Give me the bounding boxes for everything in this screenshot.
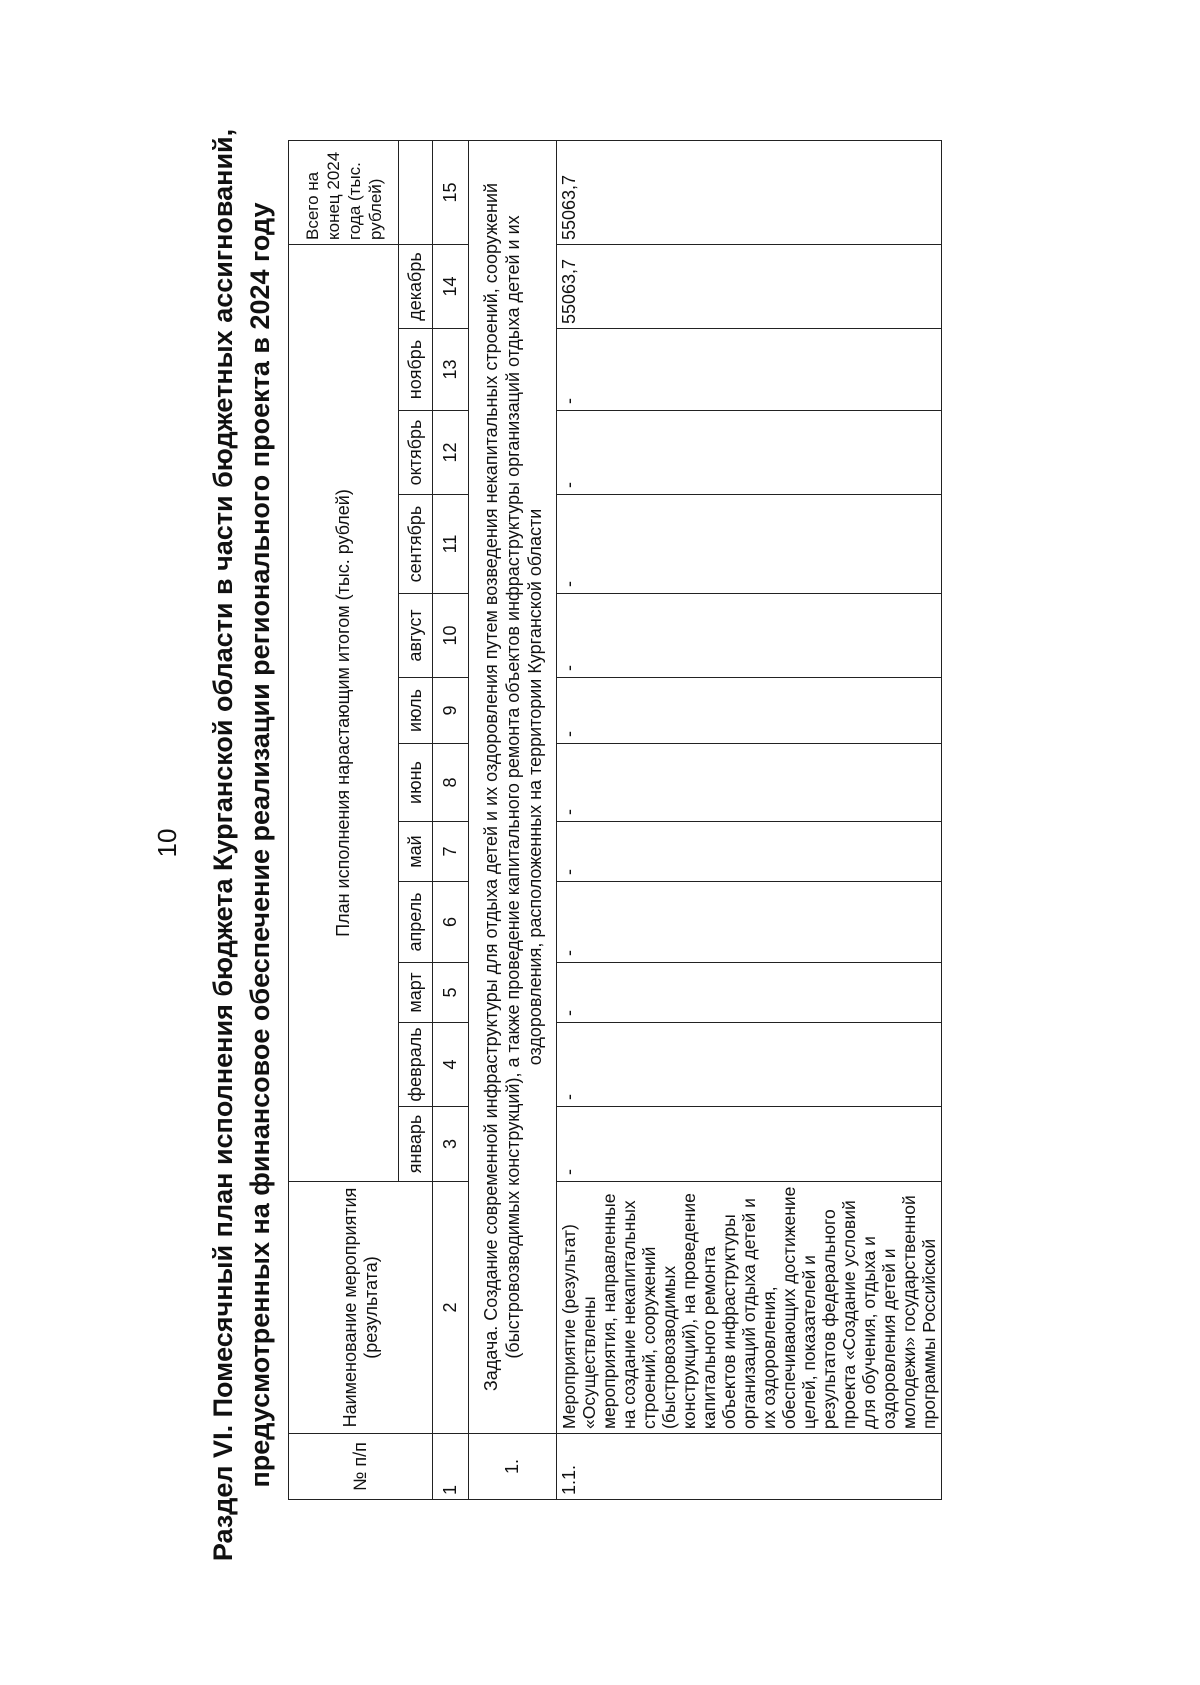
item-month-value: -	[557, 678, 942, 744]
column-numbers-row	[433, 141, 469, 1500]
item-row	[557, 141, 942, 1500]
budget-plan-table	[288, 140, 942, 1500]
month-cell: июнь	[399, 744, 433, 822]
col-number: 14	[433, 245, 469, 329]
item-month-value: -	[557, 411, 942, 495]
col-number: 4	[433, 1023, 469, 1107]
month-cell: февраль	[399, 1023, 433, 1107]
item-month-value: -	[557, 495, 942, 594]
col-number: 15	[433, 141, 469, 245]
item-month-value: -	[557, 329, 942, 411]
item-month-value: -	[557, 1023, 942, 1107]
item-month-value: -	[557, 744, 942, 822]
task-text: Задача. Создание современной инфраструктуры для отдыха детей и их оздоровления путем возведения некапитальных строений, сооружений (быстровозводимых конструкций), а также проведение капитального ремонта объектов инфраструктуры организаций отдыха детей и их оздоровления, расположенных на территории Курганской области	[469, 141, 557, 1434]
month-cell: ноябрь	[399, 329, 433, 411]
month-cell: апрель	[399, 882, 433, 963]
header-total: Всего на конец 2024 года (тыс. рублей)	[289, 141, 399, 245]
item-month-value: -	[557, 882, 942, 963]
col-number: 9	[433, 678, 469, 744]
item-month-value: -	[557, 1107, 942, 1182]
col-number: 7	[433, 822, 469, 882]
month-cell: август	[399, 594, 433, 678]
header-name: Наименование мероприятия (результата)	[289, 1182, 433, 1434]
col-number: 12	[433, 411, 469, 495]
item-month-value: -	[557, 594, 942, 678]
month-cell: март	[399, 963, 433, 1023]
col-number: 5	[433, 963, 469, 1023]
month-cell: июль	[399, 678, 433, 744]
header-no: № п/п	[289, 1434, 433, 1500]
page-number: 10	[152, 828, 182, 858]
month-cell: май	[399, 822, 433, 882]
col-number: 1	[433, 1434, 469, 1500]
section-heading	[205, 115, 279, 1575]
item-total: 55063,7	[557, 141, 942, 245]
heading-line-2: предусмотренных на финансовое обеспечение реализации регионального проекта в 2024 году	[245, 202, 275, 1488]
heading-line-1: Раздел VI. Помесячный план исполнения бюджета Курганской области в части бюджетных ассигнований,	[208, 128, 238, 1562]
col-number: 11	[433, 495, 469, 594]
month-cell: сентябрь	[399, 495, 433, 594]
task-row	[469, 141, 557, 1500]
total-empty-cell	[399, 141, 433, 245]
header-plan: План исполнения нарастающим итогом (тыс. рублей)	[289, 245, 399, 1182]
col-number: 8	[433, 744, 469, 822]
task-number: 1.	[469, 1434, 557, 1500]
month-cell: октябрь	[399, 411, 433, 495]
item-month-value: -	[557, 963, 942, 1023]
item-month-value: -	[557, 822, 942, 882]
header-row	[289, 141, 399, 1500]
item-name: Мероприятие (результат) «Осуществлены мероприятия, направленные на создание некапитальных строений, сооружений (быстровозводимых конструкций), на проведение капитального ремонта объектов инфраструктуры организаций отдыха детей и их оздоровления, обеспечивающих достижение целей, показателей и результатов федерального проекта «Создание условий для обучения, отдыха и оздоровления детей и молодежи» государственной программы Российской	[557, 1182, 942, 1434]
col-number: 3	[433, 1107, 469, 1182]
col-number: 13	[433, 329, 469, 411]
month-cell: декабрь	[399, 245, 433, 329]
month-cell: январь	[399, 1107, 433, 1182]
col-number: 10	[433, 594, 469, 678]
col-number: 2	[433, 1182, 469, 1434]
item-month-value: 55063,7	[557, 245, 942, 329]
col-number: 6	[433, 882, 469, 963]
item-number: 1.1.	[557, 1434, 942, 1500]
